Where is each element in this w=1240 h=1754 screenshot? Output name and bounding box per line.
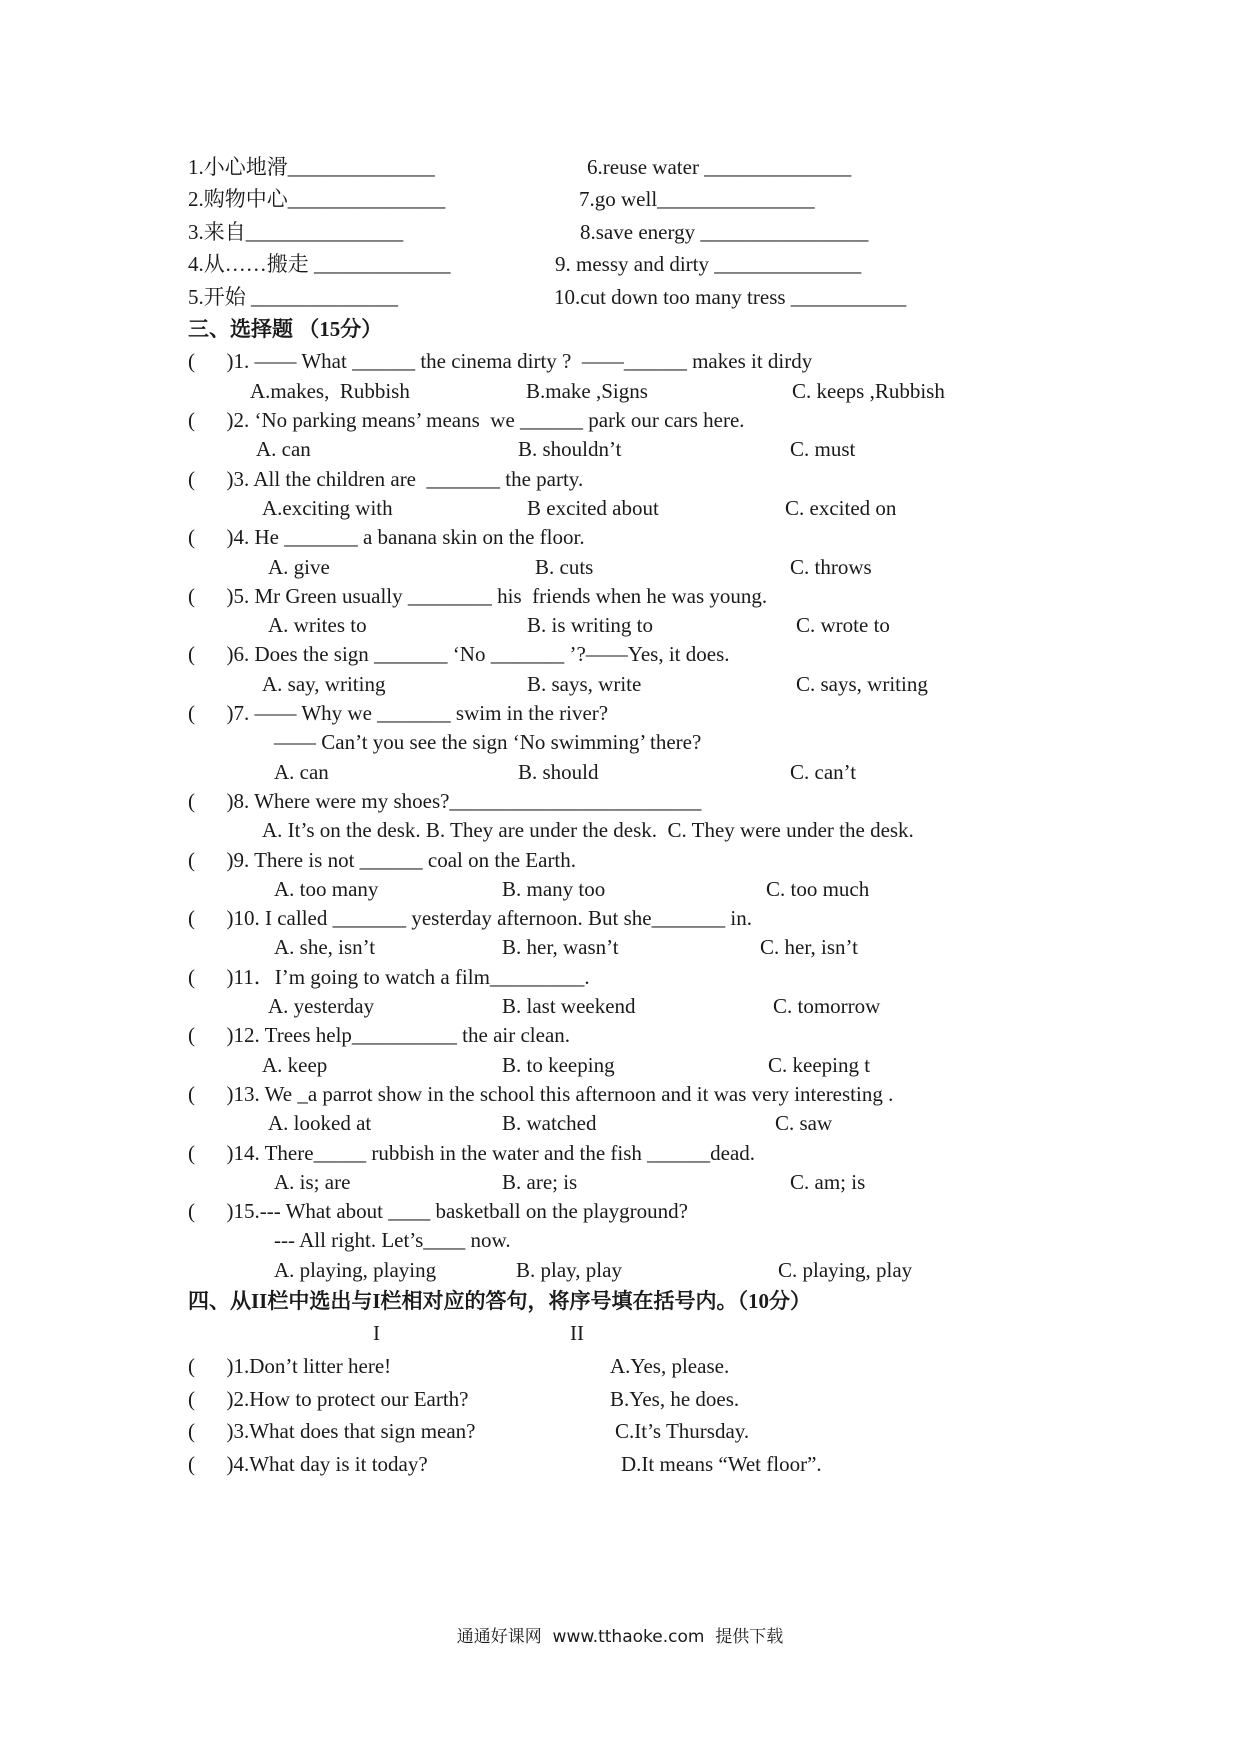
question-9-option-b: B. many too <box>502 876 606 901</box>
phrase-right-9: 9. messy and dirty ______________ <box>555 252 862 277</box>
question-4-option-c: C. throws <box>790 554 872 579</box>
question-15-option-c: C. playing, play <box>778 1257 913 1282</box>
phrase-right-7: 7.go well_______________ <box>579 187 815 212</box>
question-12-option-b: B. to keeping <box>502 1052 615 1077</box>
question-10-option-b: B. her, wasn’t <box>502 935 619 960</box>
section4-title: 四、从II栏中选出与I栏相对应的答句，将序号填在括号内。（10分） <box>188 1289 812 1313</box>
question-12: ( )12. Trees help__________ the air clean. <box>188 1023 571 1048</box>
question-11-option-b: B. last weekend <box>502 994 636 1018</box>
question-15-continuation: --- All right. Let’s____ now. <box>274 1228 511 1253</box>
question-15-option-a: A. playing, playing <box>274 1257 437 1282</box>
match-question-3: ( )3.What does that sign mean? <box>188 1419 476 1443</box>
phrase-right-10: 10.cut down too many tress ___________ <box>554 284 907 309</box>
question-7-option-a: A. can <box>274 759 329 784</box>
question-2-option-b: B. shouldn’t <box>518 437 622 462</box>
question-7-option-b: B. should <box>518 759 599 784</box>
question-14-option-c: C. am; is <box>790 1169 866 1194</box>
match-answer-4: D.It means “Wet floor”. <box>621 1451 822 1476</box>
question-12-option-c: C. keeping t <box>768 1052 871 1077</box>
question-3-option-a: A.exciting with <box>262 495 393 520</box>
question-11-option-a: A. yesterday <box>268 994 375 1018</box>
question-4-option-b: B. cuts <box>535 554 594 579</box>
question-1-option-c: C. keeps ,Rubbish <box>792 378 945 403</box>
match-question-2: ( )2.How to protect our Earth? <box>188 1386 469 1411</box>
question-9-option-a: A. too many <box>274 876 379 901</box>
question-7-continuation: —— Can’t you see the sign ‘No swimming’ there? <box>274 730 702 755</box>
question-10: ( )10. I called _______ yesterday afternoon. But she_______ in. <box>188 906 752 931</box>
question-1-option-a: A.makes, Rubbish <box>250 378 410 403</box>
question-1-option-b: B.make ,Signs <box>526 378 648 403</box>
question-6-option-a: A. say, writing <box>262 671 386 696</box>
question-14: ( )14. There_____ rubbish in the water and the fish ______dead. <box>188 1140 756 1165</box>
question-13-option-c: C. saw <box>775 1111 833 1136</box>
column-I-header: I <box>373 1321 380 1345</box>
question-10-option-c: C. her, isn’t <box>760 935 858 960</box>
match-answer-2: B.Yes, he does. <box>610 1386 740 1411</box>
question-5: ( )5. Mr Green usually ________ his friends when he was young. <box>188 583 768 608</box>
question-3-option-c: C. excited on <box>785 495 897 520</box>
question-13: ( )13. We _a parrot show in the school this afternoon and it was very interesting . <box>188 1081 894 1106</box>
question-5-option-c: C. wrote to <box>796 613 890 638</box>
question-4-option-a: A. give <box>268 554 330 579</box>
question-13-option-b: B. watched <box>502 1111 597 1136</box>
question-6-option-c: C. says, writing <box>796 671 928 696</box>
question-3: ( )3. All the children are _______ the party. <box>188 466 584 491</box>
phrase-left-2: 2.购物中心_______________ <box>188 187 446 212</box>
question-8: ( )8. Where were my shoes?________________________ <box>188 788 702 813</box>
footer: 通通好课网 www.tthaoke.com 提供下载 <box>456 1627 784 1647</box>
question-9-option-c: C. too much <box>766 876 870 901</box>
question-2: ( )2. ‘No parking means’ means we ______ park our cars here. <box>188 408 745 432</box>
question-10-option-a: A. she, isn’t <box>274 935 376 960</box>
question-15: ( )15.--- What about ____ basketball on the playground? <box>188 1199 688 1224</box>
phrase-left-5: 5.开始 ______________ <box>188 284 398 309</box>
question-6: ( )6. Does the sign _______ ‘No _______ ’?——Yes, it does. <box>188 642 730 667</box>
question-11: ( )11．I’m going to watch a film_________. <box>188 964 590 989</box>
question-15-option-b: B. play, play <box>516 1257 622 1282</box>
phrase-right-8: 8.save energy ________________ <box>580 219 869 244</box>
question-13-option-a: A. looked at <box>268 1111 372 1136</box>
question-6-option-b: B. says, write <box>527 671 642 696</box>
question-7-option-c: C. can’t <box>790 759 857 784</box>
column-II-header: II <box>570 1321 584 1345</box>
question-2-option-a: A. can <box>256 437 311 462</box>
phrase-left-3: 3.来自_______________ <box>188 219 404 244</box>
match-question-1: ( )1.Don’t litter here! <box>188 1354 392 1378</box>
question-4: ( )4. He _______ a banana skin on the floor. <box>188 525 585 550</box>
phrase-left-4: 4.从……搬走 _____________ <box>188 252 451 277</box>
question-5-option-a: A. writes to <box>268 613 367 638</box>
phrase-right-6: 6.reuse water ______________ <box>587 155 852 179</box>
question-14-option-a: A. is; are <box>274 1169 351 1194</box>
match-question-4: ( )4.What day is it today? <box>188 1451 428 1476</box>
question-9: ( )9. There is not ______ coal on the Earth. <box>188 847 577 872</box>
question-1: ( )1. —— What ______ the cinema dirty ? ——______ makes it dirdy <box>188 349 813 374</box>
question-3-option-b: B excited about <box>527 495 659 520</box>
match-answer-1: A.Yes, please. <box>610 1354 730 1378</box>
question-2-option-c: C. must <box>790 437 856 462</box>
section3-title: 三、选择题 （15分） <box>188 317 383 341</box>
question-12-option-a: A. keep <box>262 1052 328 1077</box>
phrase-left-1: 1.小心地滑______________ <box>188 155 435 179</box>
question-7: ( )7. —— Why we _______ swim in the river? <box>188 701 609 725</box>
question-14-option-b: B. are; is <box>502 1169 578 1194</box>
question-11-option-c: C. tomorrow <box>773 994 881 1018</box>
question-5-option-b: B. is writing to <box>527 613 654 638</box>
match-answer-3: C.It’s Thursday. <box>615 1419 750 1443</box>
question-8-option-a: A. It’s on the desk. B. They are under the desk. C. They were under the desk. <box>262 818 914 843</box>
